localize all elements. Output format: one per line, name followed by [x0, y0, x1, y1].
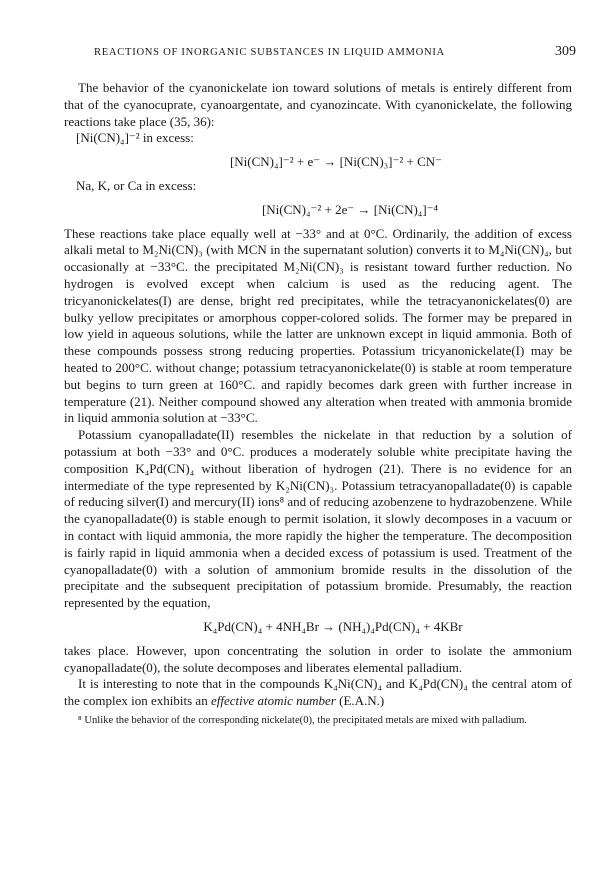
paragraph-decomposition: takes place. However, upon concentrating the solution in order to isolate the ammonium cyanopalladate(0), the solute decomposes and liberates elemental palladium.	[64, 642, 572, 675]
body-text	[64, 80, 572, 728]
running-title: REACTIONS OF INORGANIC SUBSTANCES IN LIQUID AMMONIA	[94, 47, 445, 58]
paragraph-reactions: These reactions take place equally well at −33° and at 0°C. Ordinarily, the addition of excess alkali metal to M₂Ni(CN)₃ (with MCN in the supernatant solution) converts it to M₄Ni(CN)₄, but occasionally at −33°C. the precipitated M₂Ni(CN)₃ is resistant toward further reduction. No hydrogen is evolved except when calcium is used as the reducing agent. The tricyanonickelates(I) are dense, bright red precipitates, while the tetracyanonickelates(0) are bulky yellow precipitates or amorphous copper-colored solids. The former may be prepared in low yield in aqueous solutions, while the latter are unknown except in liquid ammonia. Both of these compounds possess strong reducing properties. Potassium tricyanonickelate(I) may be heated to 200°C. without change; potassium tetracyanonickelate(0) is stable at room temperature but begins to turn green at 160°C. and rapidly becomes dark green with further increase in temperature (21). Neither compound showed any alteration when treated with ammonia bromide in liquid ammonia solution at −33°C.	[64, 225, 572, 426]
paragraph-ean	[64, 676, 572, 710]
page-number: 309	[555, 44, 576, 59]
paragraph-ean-start: It is interesting to note that in the compounds K₄Ni(CN)₄ and K₄Pd(CN)₄ the central atom of the complex ion exhibits an	[64, 676, 572, 709]
paragraph-ean-end: (E.A.N.)	[335, 693, 385, 709]
equation-1: [Ni(CN)₄]⁻² + e⁻ → [Ni(CN)₃]⁻² + CN⁻	[229, 154, 443, 170]
effective-atomic-number-term: effective atomic number	[210, 693, 336, 709]
paragraph-cyanopalladate: Potassium cyanopalladate(II) resembles the nickelate in that reduction by a solution of potassium at both −33° and 0°C. produces a moderately soluble white precipitate having the composition K₄Pd(CN)₄ without liberation of hydrogen (21). There is no evidence for an intermediate of the type represented by K₂Ni(CN)₃. Potassium tetracyanopalladate(0) is capable of reducing silver(I) and mercury(II) ions⁸ and of reducing azobenzene to hydrazobenzene. While the cyanopalladate(0) is stable enough to permit isolation, it slowly decomposes in a vacuum or in contact with liquid ammonia, the more rapidly the higher the temperature. The decomposition is fairly rapid in liquid ammonia when a decided excess of potassium is used. Treatment of the cyanopalladate(0) with a solution of ammonium bromide results in the dissolution of the precipitate and the subsequent precipitation of potassium bromide. Presumably, the reaction represented by the equation,	[64, 427, 572, 611]
page-header	[64, 44, 576, 64]
condition-line-2: Na, K, or Ca in excess:	[76, 177, 197, 193]
intro-paragraph: The behavior of the cyanonickelate ion toward solutions of metals is entirely different from that of the cyanocuprate, cyanoargentate, and cyanozincate. With cyanonickelate, the following reactions take place (35, 36):	[64, 80, 572, 129]
equation-2: [Ni(CN)₄⁻² + 2e⁻ → [Ni(CN)₄]⁻⁴	[261, 201, 439, 217]
condition-line-1: [Ni(CN)₄]⁻² in excess:	[76, 130, 194, 146]
equation-3: K₄Pd(CN)₄ + 4NH₄Br → (NH₄)₄Pd(CN)₄ + 4KBr	[203, 618, 463, 634]
footnote: ⁸ Unlike the behavior of the corresponding nickelate(0), the precipitated metals are mixed with palladium.	[78, 714, 528, 726]
